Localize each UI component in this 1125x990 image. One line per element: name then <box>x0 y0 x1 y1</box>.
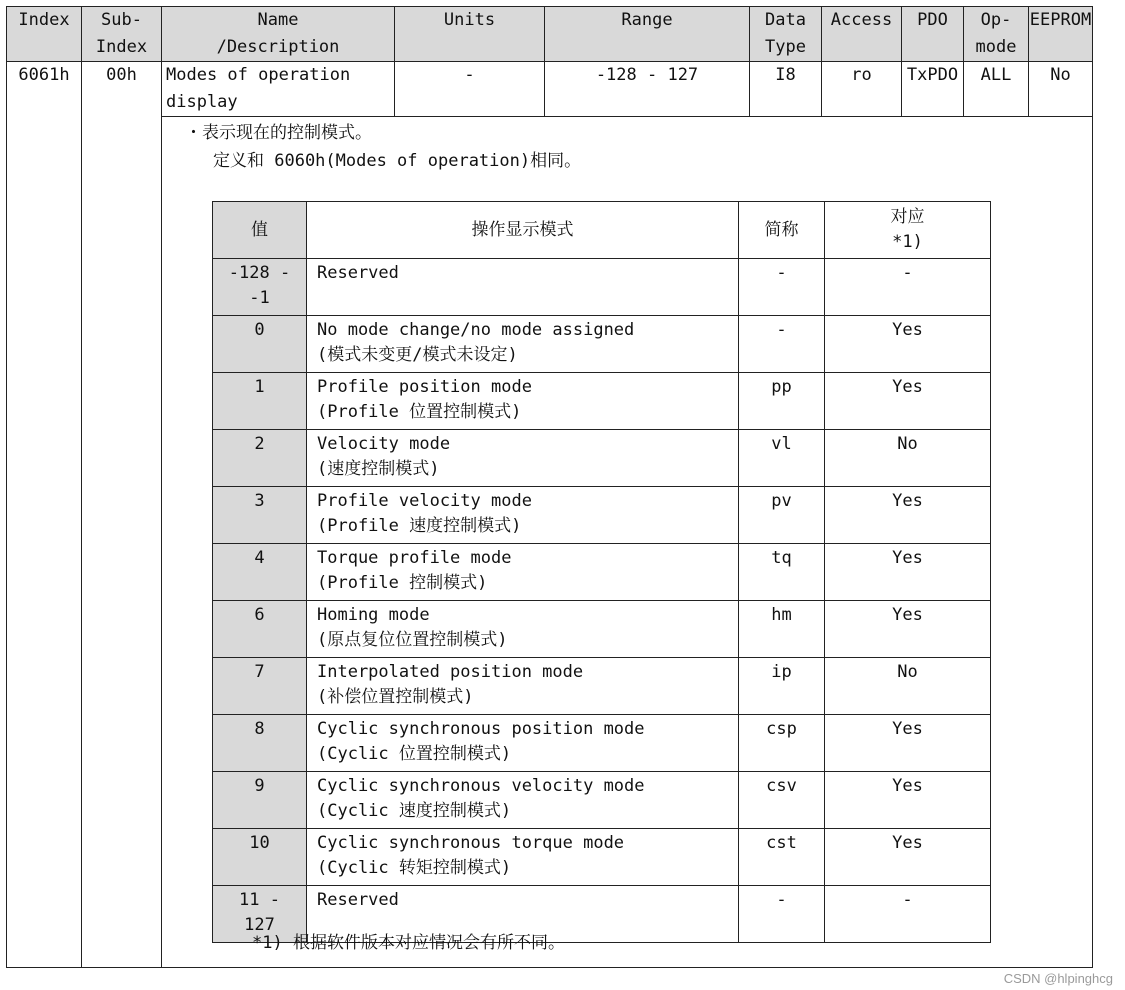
description-line-2: 定义和 6060h(Modes of operation)相同。 <box>213 151 582 171</box>
entry-row <box>7 62 1093 117</box>
mode-support: - <box>825 259 991 316</box>
mode-support: No <box>825 658 991 715</box>
header-pdo: PDO <box>902 7 964 62</box>
mode-row <box>213 601 991 658</box>
header-access: Access <box>822 7 902 62</box>
mode-value: 4 <box>213 544 307 601</box>
mode-support: Yes <box>825 772 991 829</box>
mode-support: Yes <box>825 373 991 430</box>
header-sub-index: Sub- Index <box>82 7 162 62</box>
mode-description: Profile position mode (Profile 位置控制模式) <box>307 373 739 430</box>
mode-description: Torque profile mode (Profile 控制模式) <box>307 544 739 601</box>
mode-header-abbr: 简称 <box>739 202 825 259</box>
mode-description: Cyclic synchronous position mode (Cyclic 位置控制模式) <box>307 715 739 772</box>
entry-op-mode: ALL <box>964 62 1029 117</box>
entry-units: - <box>395 62 545 117</box>
mode-row <box>213 544 991 601</box>
entry-sub-index: 00h <box>82 62 162 968</box>
mode-description: Cyclic synchronous velocity mode (Cyclic 速度控制模式) <box>307 772 739 829</box>
mode-value: -128 - -1 <box>213 259 307 316</box>
header-name: Name /Description <box>162 7 395 62</box>
mode-support: Yes <box>825 829 991 886</box>
mode-abbr: - <box>739 886 825 943</box>
mode-header-value: 值 <box>213 202 307 259</box>
mode-table-header <box>213 202 991 259</box>
mode-row <box>213 373 991 430</box>
mode-abbr: vl <box>739 430 825 487</box>
mode-support: Yes <box>825 715 991 772</box>
mode-description: No mode change/no mode assigned (模式未变更/模式未设定) <box>307 316 739 373</box>
mode-abbr: pp <box>739 373 825 430</box>
mode-row <box>213 430 991 487</box>
entry-access: ro <box>822 62 902 117</box>
entry-index: 6061h <box>7 62 82 968</box>
mode-abbr: hm <box>739 601 825 658</box>
mode-description: Velocity mode (速度控制模式) <box>307 430 739 487</box>
watermark: CSDN @hlpinghcg <box>1003 971 1113 986</box>
mode-abbr: - <box>739 316 825 373</box>
header-eeprom: EEPROM <box>1029 7 1093 62</box>
mode-description: Homing mode (原点复位位置控制模式) <box>307 601 739 658</box>
mode-abbr: csp <box>739 715 825 772</box>
mode-description: Reserved <box>307 886 739 943</box>
mode-row <box>213 658 991 715</box>
mode-support: - <box>825 886 991 943</box>
header-op-mode: Op- mode <box>964 7 1029 62</box>
footnote: *1) 根据软件版本对应情况会有所不同。 <box>252 933 565 953</box>
mode-support: Yes <box>825 316 991 373</box>
mode-value: 2 <box>213 430 307 487</box>
description-line-1: ・表示现在的控制模式。 <box>185 123 372 143</box>
mode-value: 7 <box>213 658 307 715</box>
mode-support: Yes <box>825 544 991 601</box>
mode-description: Interpolated position mode (补偿位置控制模式) <box>307 658 739 715</box>
mode-support: Yes <box>825 487 991 544</box>
entry-range: -128 - 127 <box>545 62 750 117</box>
description <box>185 119 581 175</box>
mode-description: Cyclic synchronous torque mode (Cyclic 转矩控制模式) <box>307 829 739 886</box>
mode-row <box>213 259 991 316</box>
mode-value: 10 <box>213 829 307 886</box>
entry-data-type: I8 <box>750 62 822 117</box>
mode-abbr: csv <box>739 772 825 829</box>
mode-table <box>212 201 991 943</box>
mode-header-mode: 操作显示模式 <box>307 202 739 259</box>
mode-abbr: cst <box>739 829 825 886</box>
mode-value: 6 <box>213 601 307 658</box>
entry-name: Modes of operation display <box>162 62 395 117</box>
header-data-type: Data Type <box>750 7 822 62</box>
mode-row <box>213 487 991 544</box>
mode-abbr: tq <box>739 544 825 601</box>
mode-value: 8 <box>213 715 307 772</box>
mode-support: Yes <box>825 601 991 658</box>
mode-description: Profile velocity mode (Profile 速度控制模式) <box>307 487 739 544</box>
mode-header-support: 对应 *1) <box>825 202 991 259</box>
header-units: Units <box>395 7 545 62</box>
entry-eeprom: No <box>1029 62 1093 117</box>
mode-support: No <box>825 430 991 487</box>
header-range: Range <box>545 7 750 62</box>
mode-value: 1 <box>213 373 307 430</box>
mode-abbr: - <box>739 259 825 316</box>
mode-row <box>213 772 991 829</box>
mode-description: Reserved <box>307 259 739 316</box>
mode-row <box>213 715 991 772</box>
mode-row <box>213 829 991 886</box>
mode-value: 11 - 127 <box>213 886 307 943</box>
header-index: Index <box>7 7 82 62</box>
mode-abbr: ip <box>739 658 825 715</box>
mode-abbr: pv <box>739 487 825 544</box>
mode-value: 0 <box>213 316 307 373</box>
entry-pdo: TxPDO <box>902 62 964 117</box>
header-row <box>7 7 1093 62</box>
mode-row <box>213 316 991 373</box>
mode-value: 3 <box>213 487 307 544</box>
mode-value: 9 <box>213 772 307 829</box>
